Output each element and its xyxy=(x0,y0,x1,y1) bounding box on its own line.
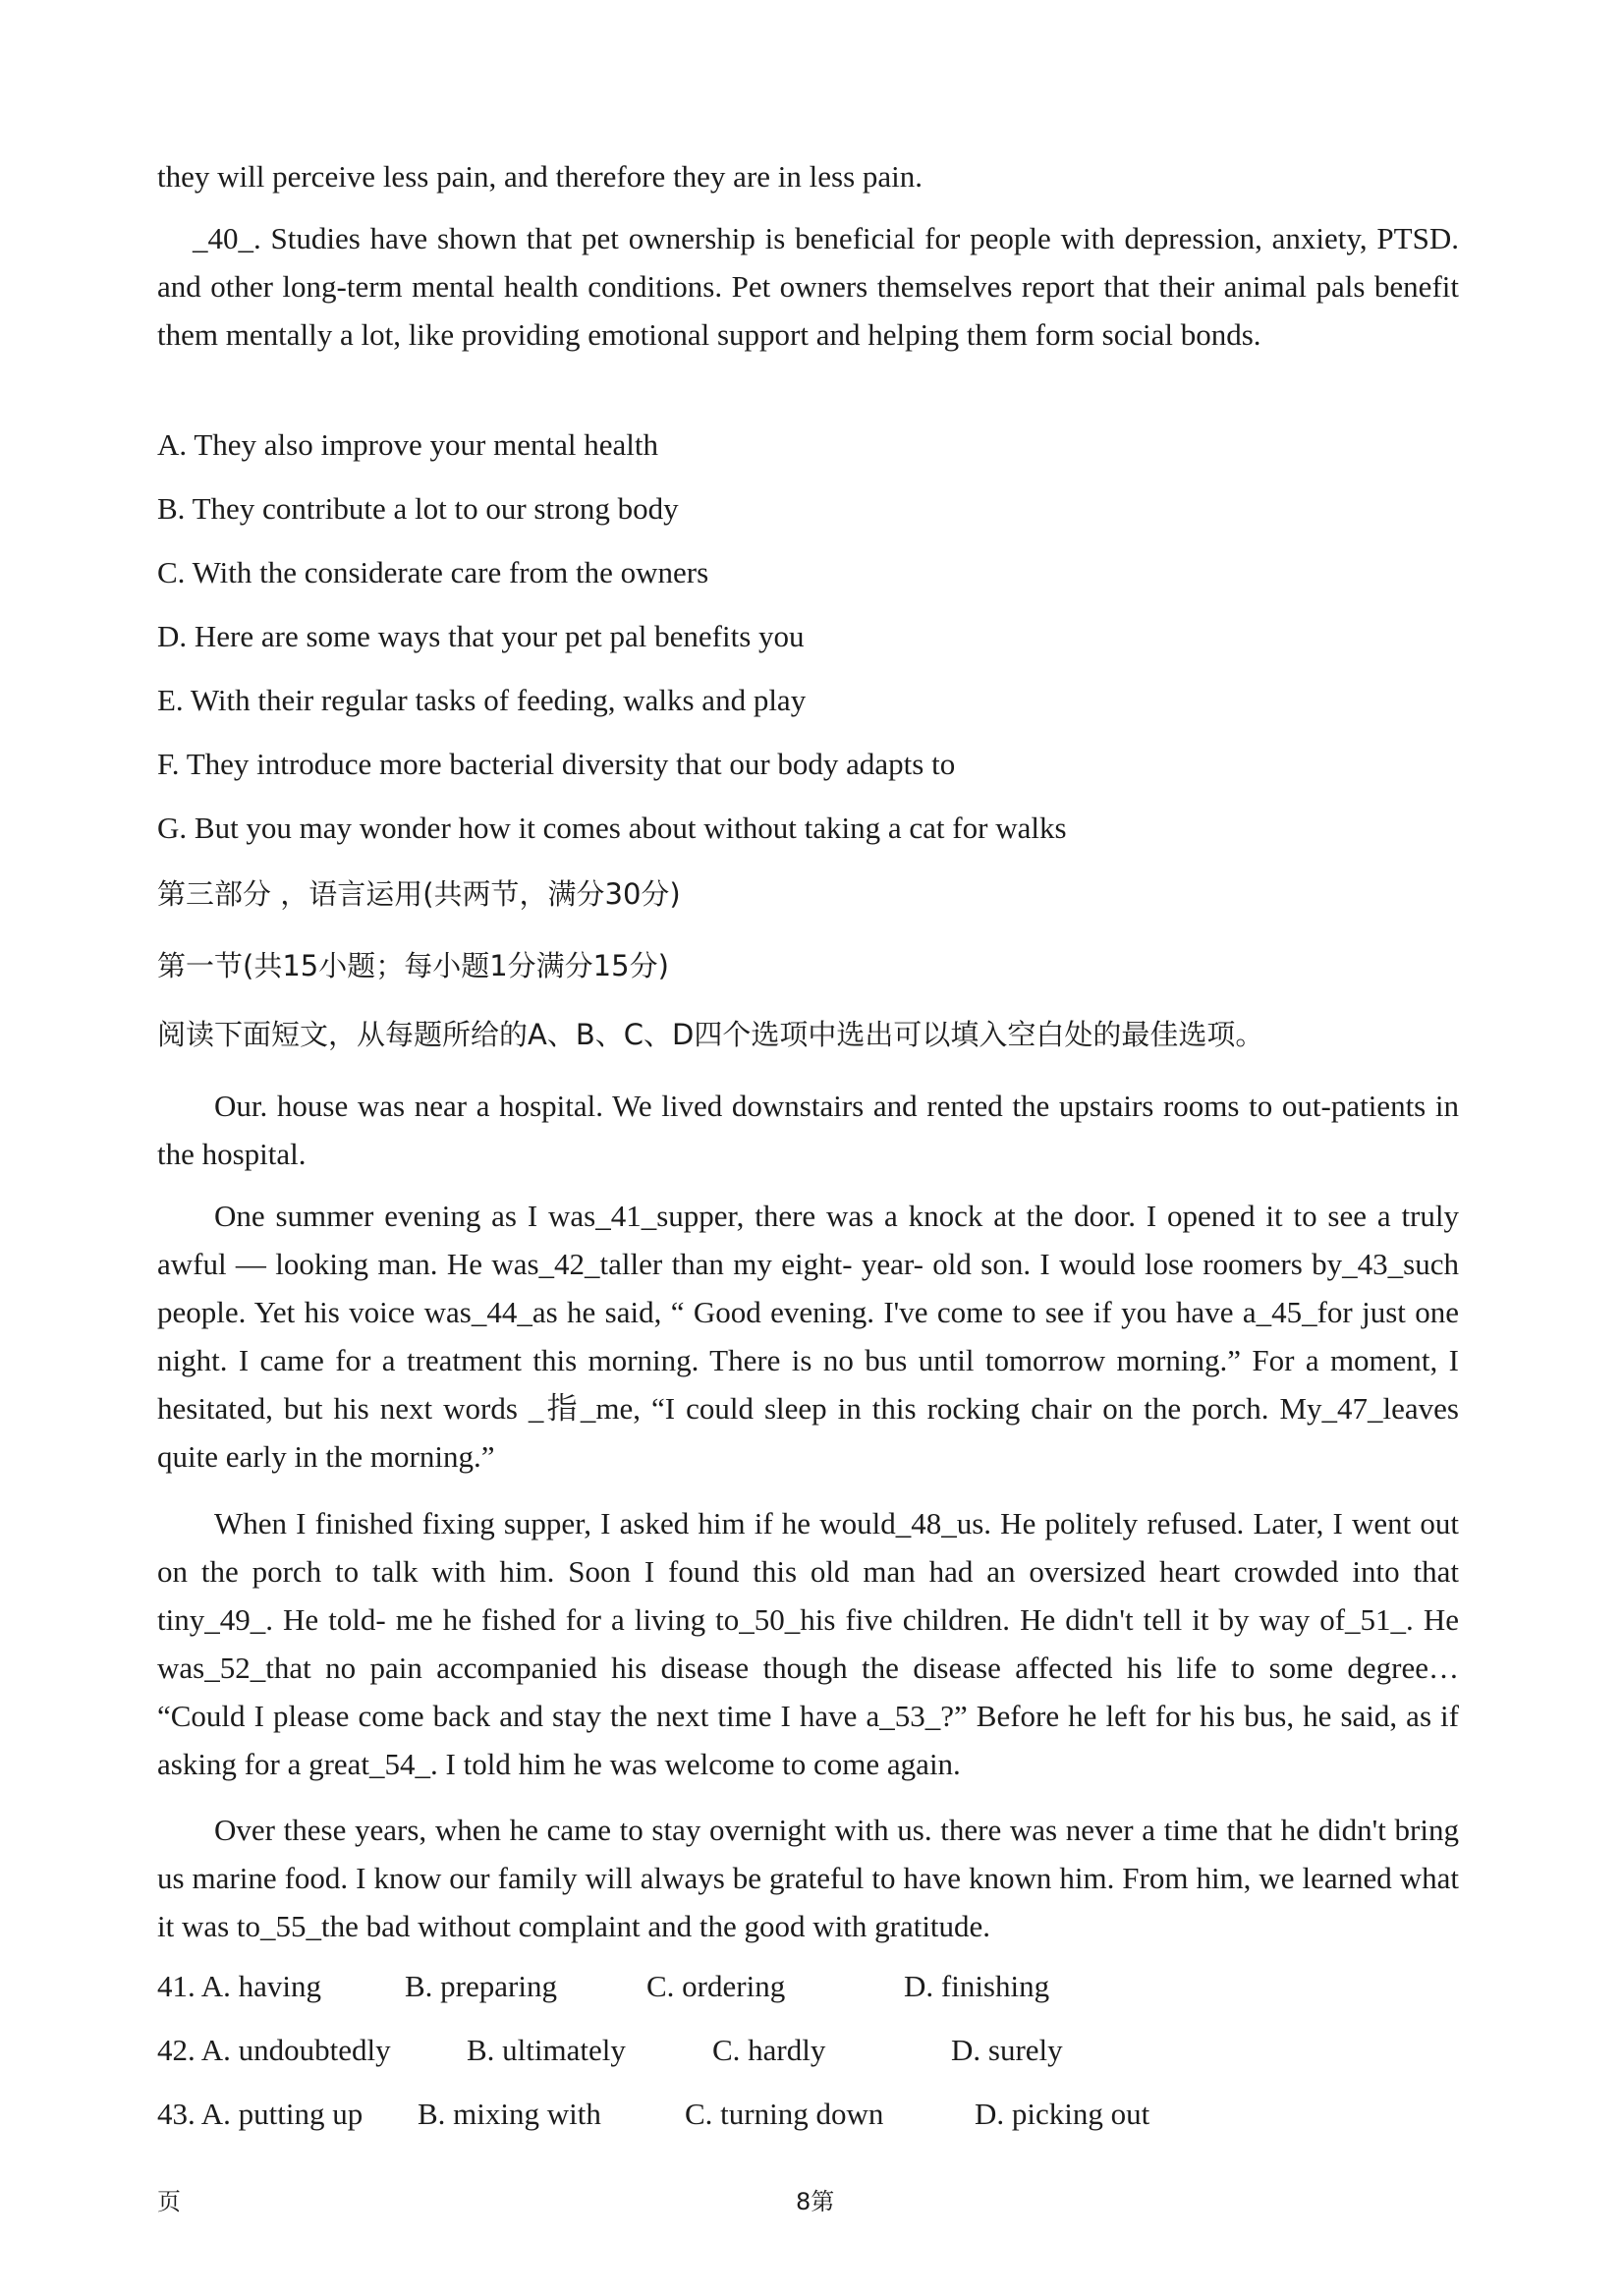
option-f: F. They introduce more bacterial diversity that our body adapts to xyxy=(157,747,956,781)
question-43-option-b: B. mixing with xyxy=(418,2097,601,2131)
question-42-option-b: B. ultimately xyxy=(467,2033,626,2067)
question-42-option-c: C. hardly xyxy=(712,2033,826,2067)
option-a: A. They also improve your mental health xyxy=(157,427,658,462)
page-number: 8第 xyxy=(796,2188,835,2215)
question-43-option-d: D. picking out xyxy=(975,2097,1150,2131)
passage-line: they will perceive less pain, and therefore they are in less pain. xyxy=(157,159,923,194)
question-41-option-c: C. ordering xyxy=(646,1969,786,2003)
subsection-title: 第一节(共15小题；每小题1分满分15分) xyxy=(157,949,669,982)
question-41 xyxy=(157,1967,1459,2006)
section-title: 第三部分 ，语言运用(共两节，满分30分) xyxy=(157,877,681,911)
option-e: E. With their regular tasks of feeding, walks and play xyxy=(157,683,807,717)
question-41-option-a: 41. A. having xyxy=(157,1969,322,2003)
question-42 xyxy=(157,2031,1459,2070)
instruction: 阅读下面短文，从每题所给的A、B、C、D四个选项中选出可以填入空白处的最佳选项。 xyxy=(157,1018,1264,1051)
option-c: C. With the considerate care from the owners xyxy=(157,555,709,589)
option-d: D. Here are some ways that your pet pal benefits you xyxy=(157,619,805,653)
cloze-paragraph-2: One summer evening as I was_41_supper, there was a knock at the door. I opened it to see a truly awful — looking man. He was_42_taller than my eight- year- old son. I would lose roomers by_43_such people. Yet his voice was_44_as he said, “ Good evening. I've come to see if you have a_45_for just one night. I came for a treatment this morning. There is no bus until tomorrow morning.” For a moment, I hesitated, but his next words _指_me, “I could sleep in this rocking chair on the porch. My_47_leaves quite early in the morning.” xyxy=(157,1199,1459,1474)
cloze-paragraph-3: When I finished fixing supper, I asked him if he would_48_us. He politely refused. Later, I went out on the porch to talk with him. Soon I found this old man had an oversized heart crowded into that tiny_49_. He told- me he fished for a living to_50_his five children. He didn't tell it by way of_51_. He was_52_that no pain accompanied his disease though the disease affected his life to some degree… “Could I please come back and stay the next time I have a_53_?” Before he left for his bus, he said, as if asking for a great_54_. I told him he was welcome to come again. xyxy=(157,1506,1459,1781)
question-43-option-c: C. turning down xyxy=(685,2097,884,2131)
option-g: G. But you may wonder how it comes about without taking a cat for walks xyxy=(157,811,1067,845)
cloze-paragraph-1: Our. house was near a hospital. We lived downstairs and rented the upstairs rooms to out-patients in the hospital. xyxy=(157,1089,1459,1171)
cloze-paragraph-4: Over these years, when he came to stay overnight with us. there was never a time that he didn't bring us marine food. I know our family will always be grateful to have known him. From him, we learned what it was to_55_the bad without complaint and the good with gratitude. xyxy=(157,1813,1459,1943)
question-41-option-b: B. preparing xyxy=(405,1969,557,2003)
question-42-option-a: 42. A. undoubtedly xyxy=(157,2033,391,2067)
question-41-option-d: D. finishing xyxy=(904,1969,1050,2003)
question-42-option-d: D. surely xyxy=(951,2033,1063,2067)
question-43-option-a: 43. A. putting up xyxy=(157,2097,364,2131)
option-b: B. They contribute a lot to our strong body xyxy=(157,491,679,526)
paragraph-40: _40_. Studies have shown that pet ownership is beneficial for people with depression, anxiety, PTSD. and other long-term mental health conditions. Pet owners themselves report that their animal pals benefit them mentally a lot, like providing emotional support and helping them form social bonds. xyxy=(157,221,1459,352)
question-43 xyxy=(157,2095,1459,2134)
footer-left: 页 xyxy=(157,2188,181,2215)
